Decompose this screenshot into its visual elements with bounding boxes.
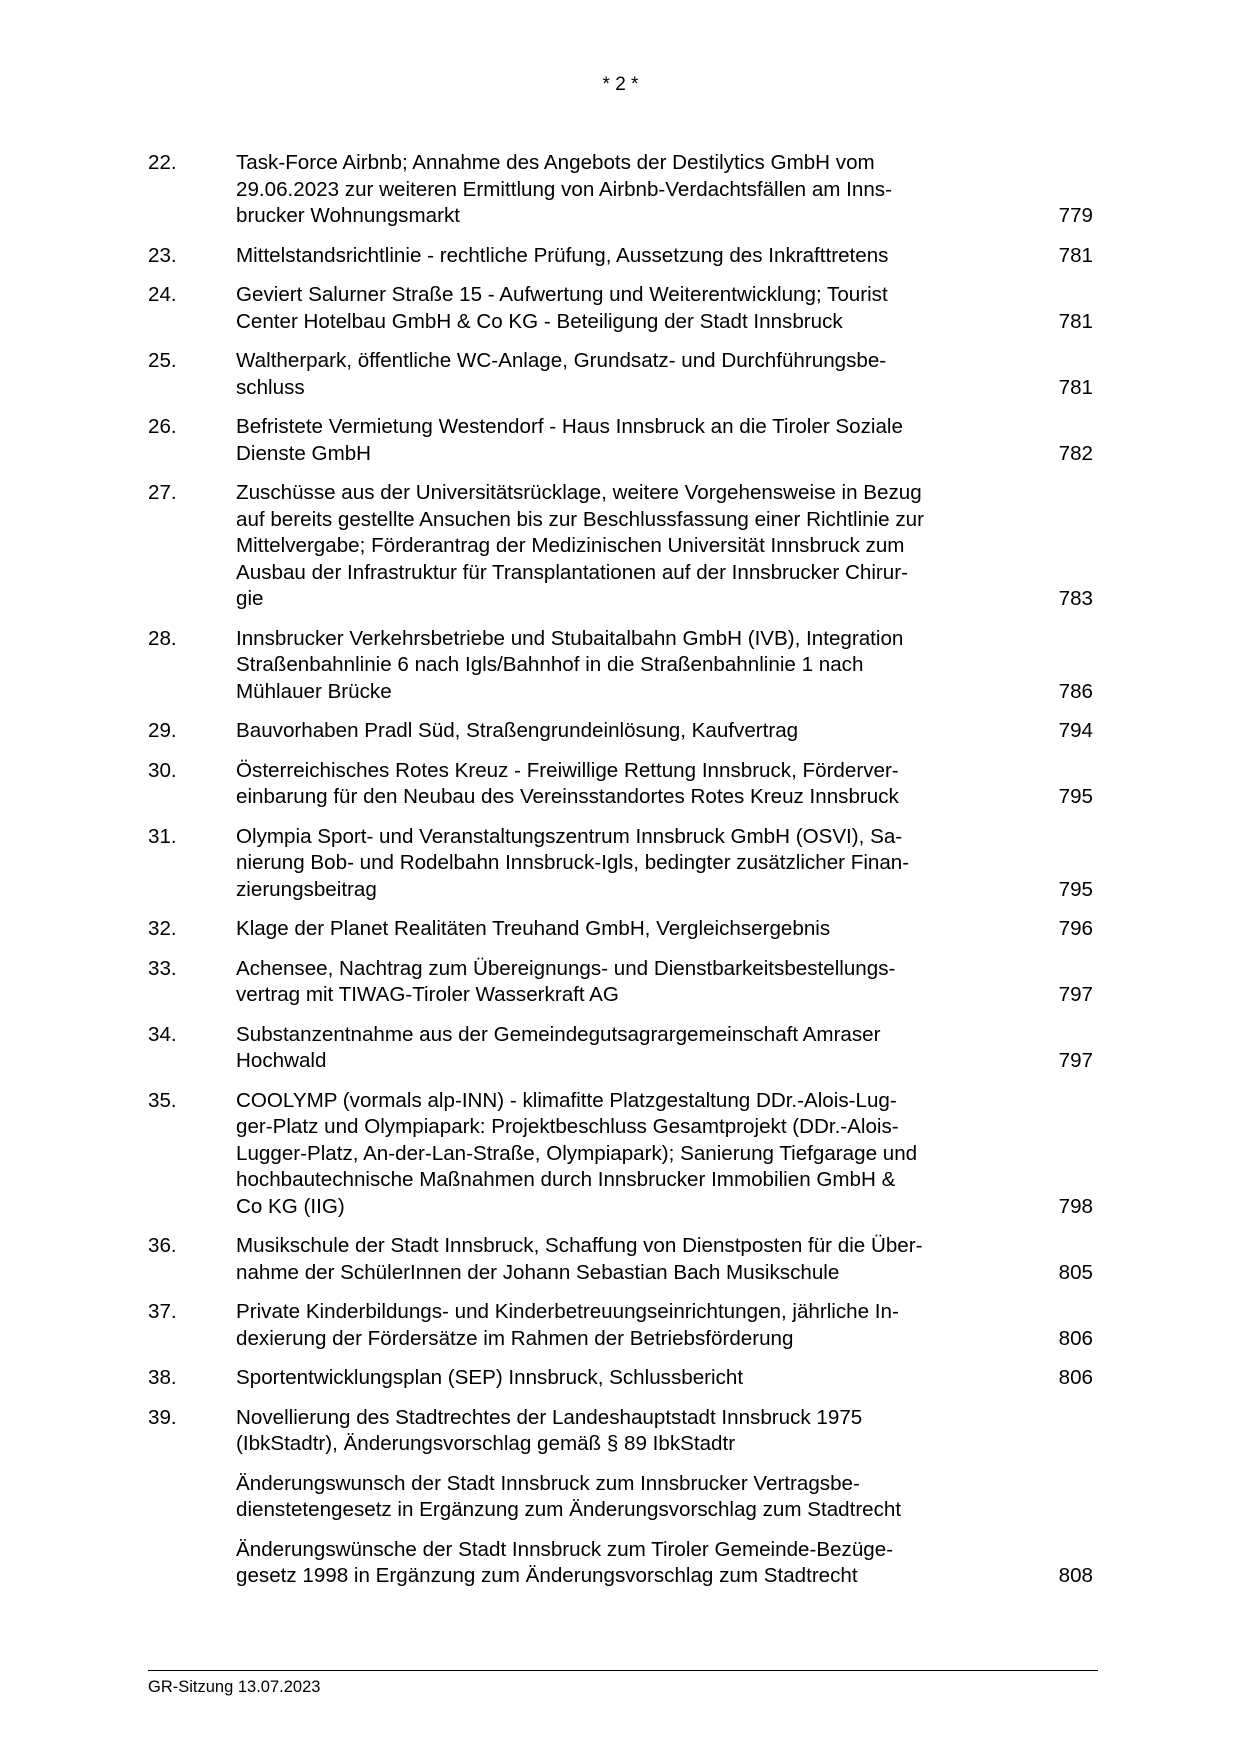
entry-title-line: Olympia Sport- und Veranstaltungszentrum Innsbruck GmbH (OSVI), Sa- xyxy=(236,824,903,848)
entry-number: 31. xyxy=(148,824,177,848)
entry-number: 39. xyxy=(148,1405,177,1429)
entry-title xyxy=(236,1233,1016,1286)
entry-page-number: 794 xyxy=(1058,719,1093,742)
entry-title-line: Lugger-Platz, An-der-Lan-Straße, Olympiapark); Sanierung Tiefgarage und xyxy=(236,1141,918,1165)
entry-title-line: Novellierung des Stadtrechtes der Landeshauptstadt Innsbruck 1975 xyxy=(236,1405,863,1429)
entry-title xyxy=(236,1022,1016,1075)
entry-number: 38. xyxy=(148,1366,177,1389)
entry-title-line: nierung Bob- und Rodelbahn Innsbruck-Igls, bedingter zusätzlicher Finan- xyxy=(236,851,910,874)
entry-title xyxy=(236,956,1016,1009)
toc-entry xyxy=(148,1405,1098,1590)
entry-title xyxy=(236,414,1016,467)
entry-page-number: 796 xyxy=(1058,917,1093,940)
entry-title-line: Bauvorhaben Pradl Süd, Straßengrundeinlösung, Kaufvertrag xyxy=(236,719,799,742)
entry-title-line: (IbkStadtr), Änderungsvorschlag gemäß § 89 IbkStadtr xyxy=(236,1432,736,1455)
entry-title xyxy=(236,916,1016,943)
entry-title xyxy=(236,348,1016,401)
toc-entry xyxy=(148,824,1098,904)
entry-page-number: 783 xyxy=(1058,587,1093,610)
entry-page-number: 779 xyxy=(1058,204,1093,227)
entry-title-line: Waltherpark, öffentliche WC-Anlage, Grundsatz- und Durchführungsbe- xyxy=(236,349,887,372)
entry-page-number: 806 xyxy=(1058,1326,1093,1350)
entry-title-line: Straßenbahnlinie 6 nach Igls/Bahnhof in die Straßenbahnlinie 1 nach xyxy=(236,653,864,676)
entry-page-number: 781 xyxy=(1058,375,1093,399)
entry-title xyxy=(236,1405,1016,1590)
entry-title-line: Innsbrucker Verkehrsbetriebe und Stubaitalbahn GmbH (IVB), Integration xyxy=(236,626,904,650)
entry-title xyxy=(236,150,1016,230)
entry-title-line: hochbautechnische Maßnahmen durch Innsbrucker Immobilien GmbH & xyxy=(236,1168,896,1191)
entry-page-number: 806 xyxy=(1058,1366,1093,1389)
entry-title-line: vertrag mit TIWAG-Tiroler Wasserkraft AG xyxy=(236,983,619,1006)
entry-title-line: Zuschüsse aus der Universitätsrücklage, weitere Vorgehensweise in Bezug xyxy=(236,481,922,504)
entry-title-line: Mittelvergabe; Förderantrag der Medizinischen Universität Innsbruck zum xyxy=(236,534,905,557)
entry-page-number: 797 xyxy=(1058,1049,1093,1072)
entry-title-line: gie xyxy=(236,587,264,610)
toc-entry xyxy=(148,1088,1098,1221)
entry-title-line: Co KG (IIG) xyxy=(236,1194,345,1218)
entry-title-line: zierungsbeitrag xyxy=(236,877,377,901)
entry-title-line: auf bereits gestellte Ansuchen bis zur Beschlussfassung einer Richtlinie zur xyxy=(236,507,924,531)
toc-entry xyxy=(148,282,1098,335)
entry-title xyxy=(236,243,1016,270)
entry-number: 24. xyxy=(148,283,177,306)
entry-sub-paragraph xyxy=(236,1471,1016,1524)
entry-title xyxy=(236,718,1016,745)
entry-number: 33. xyxy=(148,956,177,980)
entry-title-line: Befristete Vermietung Westendorf - Haus Innsbruck an die Tiroler Soziale xyxy=(236,415,903,438)
entry-title xyxy=(236,1299,1016,1352)
entry-number: 32. xyxy=(148,917,177,940)
entry-page-number: 782 xyxy=(1058,441,1093,465)
entry-title-line: Mühlauer Brücke xyxy=(236,679,392,703)
toc-entry xyxy=(148,243,1098,270)
toc-entry xyxy=(148,956,1098,1009)
toc-entry xyxy=(148,1233,1098,1286)
entry-title xyxy=(236,1088,1016,1221)
toc-entry xyxy=(148,1365,1098,1392)
entry-title-line: dienstetengesetz in Ergänzung zum Änderungsvorschlag zum Stadtrecht xyxy=(236,1498,902,1521)
table-of-contents xyxy=(148,150,1098,1603)
entry-title-line: Mittelstandsrichtlinie - rechtliche Prüfung, Aussetzung des Inkrafttretens xyxy=(236,243,889,267)
entry-title-line: COOLYMP (vormals alp-INN) - klimafitte Platzgestaltung DDr.-Alois-Lug- xyxy=(236,1088,897,1112)
entry-sub-paragraph xyxy=(236,1537,1016,1590)
entry-title xyxy=(236,1365,1016,1392)
toc-entry xyxy=(148,626,1098,706)
footer-label: GR-Sitzung 13.07.2023 xyxy=(148,1678,321,1696)
entry-title-line: ger-Platz und Olympiapark: Projektbeschluss Gesamtprojekt (DDr.-Alois- xyxy=(236,1115,899,1138)
entry-title-line: 29.06.2023 zur weiteren Ermittlung von Airbnb-Verdachtsfällen am Inns- xyxy=(236,177,892,201)
entry-number: 37. xyxy=(148,1300,177,1323)
entry-title-line: Achensee, Nachtrag zum Übereignungs- und Dienstbarkeitsbestellungs- xyxy=(236,956,896,980)
toc-entry xyxy=(148,1022,1098,1075)
entry-title xyxy=(236,480,1016,613)
entry-title-line: Änderungswünsche der Stadt Innsbruck zum Tiroler Gemeinde-Bezüge- xyxy=(236,1537,894,1561)
entry-title-line: gesetz 1998 in Ergänzung zum Änderungsvorschlag zum Stadtrecht xyxy=(236,1564,858,1587)
toc-entry xyxy=(148,480,1098,613)
toc-entry xyxy=(148,758,1098,811)
entry-number: 35. xyxy=(148,1088,177,1112)
entry-title-line: Dienste GmbH xyxy=(236,441,372,465)
entry-number: 22. xyxy=(148,151,177,174)
entry-title-line: schluss xyxy=(236,375,305,399)
entry-title-line: Klage der Planet Realitäten Treuhand GmbH, Vergleichsergebnis xyxy=(236,917,831,940)
entry-page-number: 795 xyxy=(1058,785,1093,808)
entry-title-line: brucker Wohnungsmarkt xyxy=(236,204,460,227)
entry-page-number: 786 xyxy=(1058,679,1093,703)
entry-title-line: Geviert Salurner Straße 15 - Aufwertung und Weiterentwicklung; Tourist xyxy=(236,283,888,306)
toc-entry xyxy=(148,150,1098,230)
entry-title-line: Task-Force Airbnb; Annahme des Angebots der Destilytics GmbH vom xyxy=(236,151,875,174)
footer-divider xyxy=(148,1670,1098,1671)
entry-title-line: Center Hotelbau GmbH & Co KG - Beteiligung der Stadt Innsbruck xyxy=(236,309,843,333)
toc-entry xyxy=(148,348,1098,401)
toc-entry xyxy=(148,916,1098,943)
toc-entry xyxy=(148,414,1098,467)
entry-title-line: Musikschule der Stadt Innsbruck, Schaffung von Dienstposten für die Über- xyxy=(236,1234,923,1257)
entry-title-line: Hochwald xyxy=(236,1049,327,1072)
entry-number: 23. xyxy=(148,243,177,267)
entry-number: 28. xyxy=(148,626,177,650)
entry-title-line: Private Kinderbildungs- und Kinderbetreuungseinrichtungen, jährliche In- xyxy=(236,1300,899,1323)
entry-number: 34. xyxy=(148,1022,177,1046)
entry-title-line: nahme der SchülerInnen der Johann Sebastian Bach Musikschule xyxy=(236,1260,840,1284)
entry-page-number: 795 xyxy=(1058,877,1093,901)
entry-number: 29. xyxy=(148,719,177,742)
entry-title-line: einbarung für den Neubau des Vereinsstandortes Rotes Kreuz Innsbruck xyxy=(236,785,899,808)
entry-number: 30. xyxy=(148,758,177,782)
entry-page-number: 781 xyxy=(1058,243,1093,267)
entry-number: 26. xyxy=(148,415,177,438)
entry-title xyxy=(236,758,1016,811)
entry-title-line: dexierung der Fördersätze im Rahmen der Betriebsförderung xyxy=(236,1326,794,1350)
entry-title-line: Ausbau der Infrastruktur für Transplantationen auf der Innsbrucker Chirur- xyxy=(236,560,908,584)
entry-page-number: 781 xyxy=(1058,309,1093,333)
entry-title xyxy=(236,282,1016,335)
entry-page-number: 805 xyxy=(1058,1260,1093,1284)
entry-title-line: Substanzentnahme aus der Gemeindegutsagrargemeinschaft Amraser xyxy=(236,1022,881,1046)
entry-page-number: 798 xyxy=(1058,1194,1093,1218)
entry-page-number: 808 xyxy=(1058,1564,1093,1587)
entry-title-line: Österreichisches Rotes Kreuz - Freiwillige Rettung Innsbruck, Förderver- xyxy=(236,758,899,782)
entry-title xyxy=(236,824,1016,904)
toc-entry xyxy=(148,1299,1098,1352)
entry-title-line: Sportentwicklungsplan (SEP) Innsbruck, Schlussbericht xyxy=(236,1366,744,1389)
entry-number: 25. xyxy=(148,349,177,372)
page-number: * 2 * xyxy=(602,74,639,95)
entry-number: 27. xyxy=(148,481,177,504)
entry-title-line: Änderungswunsch der Stadt Innsbruck zum Innsbrucker Vertragsbe- xyxy=(236,1471,860,1495)
entry-title xyxy=(236,626,1016,706)
entry-number: 36. xyxy=(148,1234,177,1257)
entry-page-number: 797 xyxy=(1058,983,1093,1006)
toc-entry xyxy=(148,718,1098,745)
